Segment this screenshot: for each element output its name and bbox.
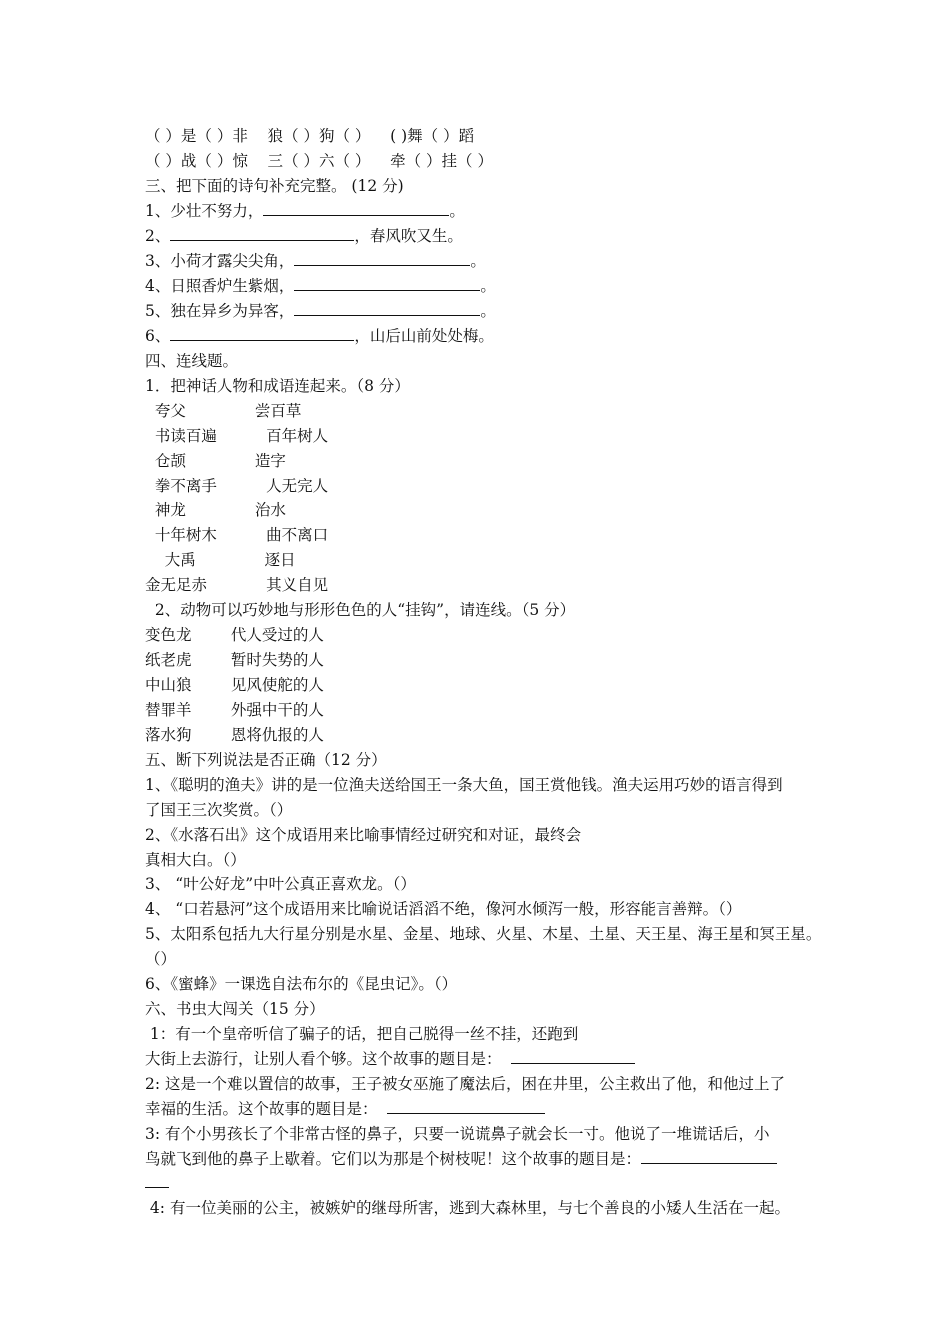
line-text: 1、少壮不努力， bbox=[145, 202, 264, 220]
line-text: 1．把神话人物和成语连起来。（8 分） bbox=[145, 377, 410, 395]
section-four-heading bbox=[145, 351, 238, 371]
line-text: 2: 这是一个难以置信的故事，王子被女巫施了魔法后，困在井里，公主救出了他，和他过上了 bbox=[145, 1075, 786, 1093]
matching-question-1 bbox=[145, 376, 410, 396]
section-three-heading bbox=[145, 176, 404, 196]
line-text: 六、书虫大闯关（15 分） bbox=[145, 1000, 325, 1018]
line-text: 十年树木 曲不离口 bbox=[145, 526, 329, 544]
line-suffix: 。 bbox=[480, 277, 496, 295]
poem-question-1 bbox=[145, 201, 465, 221]
line-suffix: 。 bbox=[449, 202, 465, 220]
idiom-fill-row-1 bbox=[145, 126, 474, 146]
judgement-question-5-cont bbox=[145, 949, 176, 969]
answer-blank[interactable] bbox=[294, 276, 480, 291]
line-text: 2、动物可以巧妙地与形形色色的人“挂钩”，请连线。（5 分） bbox=[145, 601, 576, 619]
line-suffix: 。 bbox=[480, 302, 496, 320]
judgement-question-3 bbox=[145, 874, 416, 894]
line-text: 神龙 治水 bbox=[145, 501, 286, 519]
poem-question-2 bbox=[145, 226, 463, 246]
line-text: 2、 bbox=[145, 227, 171, 245]
line-text: 1：有一个皇帝听信了骗子的话，把自己脱得一丝不挂，还跑到 bbox=[145, 1025, 579, 1043]
animal-pair bbox=[145, 650, 324, 670]
judgement-question-6 bbox=[145, 974, 457, 994]
answer-blank[interactable] bbox=[263, 201, 449, 216]
poem-question-5 bbox=[145, 301, 496, 321]
line-text: 大街上去游行，让别人看个够。这个故事的题目是： bbox=[145, 1050, 512, 1068]
story-question-3-blank-cont bbox=[145, 1173, 169, 1193]
story-question-3-cont bbox=[145, 1149, 777, 1169]
line-text: 仓颉 造字 bbox=[145, 452, 286, 470]
story-question-2 bbox=[145, 1074, 785, 1094]
judgement-question-5 bbox=[145, 924, 821, 944]
line-text: 中山狼 见风使舵的人 bbox=[145, 676, 324, 694]
line-text: 真相大白。（） bbox=[145, 851, 246, 869]
line-text: 5、独在异乡为异客， bbox=[145, 302, 295, 320]
line-text: 大禹 逐日 bbox=[145, 551, 296, 569]
line-text: 纸老虎 暂时失势的人 bbox=[145, 651, 324, 669]
judgement-question-1-cont bbox=[145, 800, 292, 820]
answer-blank[interactable] bbox=[294, 251, 470, 266]
line-text: （ ）战（ ）惊 三（ ）六（ ） 牵（ ）挂（ ） bbox=[145, 152, 493, 170]
line-text: 夸父 尝百草 bbox=[145, 402, 302, 420]
line-text: 替罪羊 外强中干的人 bbox=[145, 701, 324, 719]
matching-pair bbox=[145, 451, 286, 471]
section-six-heading bbox=[145, 999, 325, 1019]
line-text: 6、《蜜蜂》一课选自法布尔的《昆虫记》。（） bbox=[145, 975, 458, 993]
story-question-3 bbox=[145, 1124, 770, 1144]
poem-question-3 bbox=[145, 251, 486, 271]
matching-question-2 bbox=[145, 600, 575, 620]
line-text: 金无足赤 其义自见 bbox=[145, 576, 329, 594]
line-text: 幸福的生活。这个故事的题目是： bbox=[145, 1100, 388, 1118]
poem-question-4 bbox=[145, 276, 496, 296]
line-text: 3、 “叶公好龙”中叶公真正喜欢龙。（） bbox=[145, 875, 416, 893]
matching-pair bbox=[145, 426, 328, 446]
line-text: 3: 有个小男孩长了个非常古怪的鼻子，只要一说谎鼻子就会长一寸。他说了一堆谎话后，小 bbox=[145, 1125, 770, 1143]
story-question-1 bbox=[145, 1024, 578, 1044]
line-text: （） bbox=[145, 950, 177, 968]
line-text: 变色龙 代人受过的人 bbox=[145, 626, 324, 644]
idiom-fill-row-2 bbox=[145, 151, 493, 171]
answer-blank[interactable] bbox=[170, 226, 354, 241]
line-text: 1、《聪明的渔夫》讲的是一位渔夫送给国王一条大鱼，国王赏他钱。渔夫运用巧妙的语言得到 bbox=[145, 776, 783, 794]
line-text: 6、 bbox=[145, 327, 171, 345]
line-suffix: ，春风吹又生。 bbox=[354, 227, 463, 245]
line-text: 三、把下面的诗句补充完整。 (12 分) bbox=[145, 177, 404, 195]
answer-blank[interactable] bbox=[294, 301, 480, 316]
judgement-question-2-cont bbox=[145, 850, 246, 870]
section-five-heading bbox=[145, 750, 387, 770]
line-text: 4、日照香炉生紫烟， bbox=[145, 277, 295, 295]
line-text: 4、 “口若悬河”这个成语用来比喻说话滔滔不绝，像河水倾泻一般，形容能言善辩。（） bbox=[145, 900, 742, 918]
matching-pair bbox=[145, 550, 296, 570]
line-text: 3、小荷才露尖尖角， bbox=[145, 252, 295, 270]
judgement-question-1 bbox=[145, 775, 783, 795]
line-text: 拳不离手 人无完人 bbox=[145, 477, 329, 495]
line-text: 了国王三次奖赏。（） bbox=[145, 801, 293, 819]
animal-pair bbox=[145, 625, 324, 645]
answer-blank[interactable] bbox=[641, 1149, 777, 1164]
animal-pair bbox=[145, 700, 324, 720]
story-question-4 bbox=[145, 1198, 790, 1218]
story-question-2-cont bbox=[145, 1099, 545, 1119]
line-suffix: ，山后山前处处梅。 bbox=[354, 327, 494, 345]
matching-pair bbox=[145, 525, 328, 545]
answer-blank[interactable] bbox=[145, 1173, 169, 1188]
line-text: 落水狗 恩将仇报的人 bbox=[145, 726, 324, 744]
line-text: 4: 有一位美丽的公主，被嫉妒的继母所害，逃到大森林里，与七个善良的小矮人生活在一起。 bbox=[145, 1199, 790, 1217]
judgement-question-2 bbox=[145, 825, 581, 845]
animal-pair bbox=[145, 675, 324, 695]
answer-blank[interactable] bbox=[387, 1099, 545, 1114]
answer-blank[interactable] bbox=[170, 326, 354, 341]
line-text: 五、断下列说法是否正确（12 分） bbox=[145, 751, 387, 769]
matching-pair bbox=[145, 575, 328, 595]
matching-pair bbox=[145, 401, 301, 421]
story-question-1-cont bbox=[145, 1049, 635, 1069]
matching-pair bbox=[145, 500, 286, 520]
poem-question-6 bbox=[145, 326, 494, 346]
answer-blank[interactable] bbox=[511, 1049, 635, 1064]
line-text: 书读百遍 百年树人 bbox=[145, 427, 329, 445]
matching-pair bbox=[145, 476, 328, 496]
line-suffix: 。 bbox=[470, 252, 486, 270]
line-text: 四、连线题。 bbox=[145, 352, 239, 370]
animal-pair bbox=[145, 725, 324, 745]
line-text: （ ）是（ ）非 狼（ ）狗（ ） ( )舞（ ）蹈 bbox=[145, 127, 475, 145]
judgement-question-4 bbox=[145, 899, 741, 919]
line-text: 5、太阳系包括九大行星分别是水星、金星、地球、火星、木星、土星、天王星、海王星和冥王星。 bbox=[145, 925, 822, 943]
line-text: 鸟就飞到他的鼻子上歇着。它们以为那是个树枝呢！这个故事的题目是： bbox=[145, 1150, 642, 1168]
line-text: 2、《水落石出》这个成语用来比喻事情经过研究和对证，最终会 bbox=[145, 826, 582, 844]
